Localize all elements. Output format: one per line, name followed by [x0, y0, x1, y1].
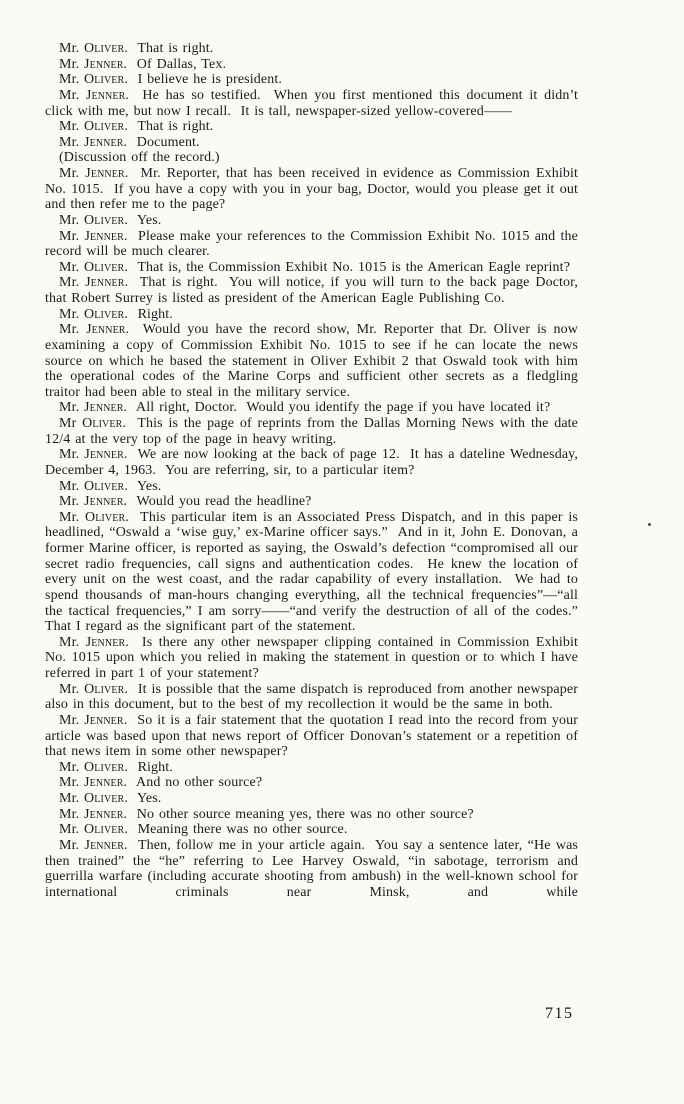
text-run: Mr. [59, 791, 85, 806]
text-run: . Then, follow me in your article again. You say a sentence later, “He was then trained” the “he” referring to Lee Harvey Oswald, “in sabotage, terrorism and guerrilla warfare (including accurate shooting from ambush) in the well-known school for international criminals near Minsk, and while [45, 837, 583, 900]
speaker-name: Jenner [85, 275, 125, 291]
text-run: . Right. [124, 306, 173, 322]
speaker-name: Jenner [84, 775, 124, 791]
speaker-name: Oliver [84, 41, 125, 56]
text-run: . That is right. You will notice, if you will turn to the back page Doctor, that Robert Surrey is listed as president of the American Eagle Publishing Co. [45, 275, 583, 306]
text-run: Mr. [59, 712, 85, 728]
transcript-paragraph [45, 166, 583, 213]
transcript-paragraph [45, 416, 583, 447]
text-run: . This particular item is an Associated Press Dispatch, and in this paper is headlined, “Oswald a ‘wise guy,’ ex-Marine officer says.” And in it, John E. Donovan, a former Marine officer, is reported as saying, the Oswald’s defection “compromised all our secret radio frequencies, call signs and authentication codes. He knew the location of every unit on the west coast, and the radar capability of every installation. We had to spend thousands of man-hours changing everything, all the technical frequencies”—“all the tactical frequencies,” I am sorry——“and verify the destruction of all of the codes.” That I regard as the significant part of the statement. [45, 509, 588, 635]
speaker-name: Oliver [84, 259, 125, 275]
text-run: Mr. [59, 212, 85, 228]
speaker-name: Jenner [84, 806, 124, 822]
text-run: . Would you have the record show, Mr. Reporter that Dr. Oliver is now examining a copy of Commission Exhibit No. 1015 to see if he can locate the news source on which he based the statement in Oliver Exhibit 2 that Oswald took with him the operational codes of the Marine Corps and sufficient other secrets as a fledgling traitor had been able to steal in the military service. [45, 322, 583, 400]
text-run: Mr. [59, 634, 86, 650]
text-run: Mr. [59, 56, 85, 72]
speaker-name: Jenner [84, 228, 124, 244]
text-run: Mr. [59, 87, 86, 103]
text-run: . Right. [124, 759, 173, 775]
transcript-paragraph [45, 494, 578, 510]
text-run: Mr. [59, 494, 85, 510]
text-run: Mr. [59, 134, 85, 150]
transcript-paragraph [45, 509, 588, 635]
speaker-name: Oliver [84, 306, 125, 322]
speaker-name: Jenner [84, 494, 124, 510]
text-run: . That is right. [124, 41, 214, 56]
speaker-name: Jenner [84, 712, 124, 728]
text-run: Mr. [59, 322, 87, 338]
speaker-name: Jenner [85, 87, 126, 103]
speaker-name: Oliver [84, 791, 125, 806]
text-run: Mr. [59, 509, 85, 525]
text-run: Mr. [59, 759, 85, 775]
transcript-paragraph [45, 322, 583, 400]
text-run: . That is right. [124, 119, 214, 135]
speaker-name: Oliver [84, 119, 125, 135]
text-run: Mr. [59, 72, 85, 88]
scan-speck [648, 523, 651, 526]
text-run: . Please make your references to the Commission Exhibit No. 1015 and the record will be much clearer. [45, 228, 583, 260]
transcript-paragraph [45, 837, 583, 901]
text-run: . Yes. [124, 212, 162, 228]
text-run: Mr. [59, 119, 85, 135]
transcript-paragraph [45, 41, 578, 57]
speaker-name: Jenner [84, 837, 125, 853]
text-run: (Discussion off the record.) [59, 150, 220, 166]
transcript-paragraph [45, 275, 583, 306]
speaker-name: Oliver [84, 72, 125, 88]
speaker-name: Oliver [84, 681, 125, 697]
text-run: Mr. [59, 400, 85, 416]
text-run: . I believe he is president. [124, 72, 282, 88]
transcript-paragraph [45, 760, 578, 776]
text-run: Mr. [59, 775, 85, 791]
speaker-name: Jenner [86, 322, 126, 338]
text-run: . Mr. Reporter, that has been received in evidence as Commission Exhibit No. 1015. If you have a copy with you in your bag, Doctor, would you please get it out and then refer me to the page? [45, 166, 583, 213]
transcript-paragraph [45, 228, 583, 260]
transcript-paragraph [45, 213, 578, 229]
speaker-name: Jenner [85, 634, 126, 650]
transcript-paragraph [45, 791, 578, 807]
text-run: . Meaning there was no other source. [124, 822, 348, 838]
text-run: . Yes. [124, 791, 162, 806]
text-run: . So it is a fair statement that the quotation I read into the record from your article was based upon that news report of Officer Donovan’s statement or a repetition of that news item in some other newspaper? [45, 712, 583, 760]
text-run: Mr. [59, 447, 85, 463]
speaker-name: Oliver [84, 759, 125, 775]
text-run: . No other source meaning yes, there was no other source? [123, 806, 474, 822]
speaker-name: Jenner [84, 400, 124, 416]
text-run: . This is the page of reprints from the Dallas Morning News with the date 12/4 at the very top of the page in heavy writing. [45, 416, 583, 447]
transcript-paragraph [45, 119, 578, 135]
text-run: . Would you read the headline? [123, 494, 312, 510]
text-run: Mr. [59, 822, 85, 838]
text-run: . Is there any other newspaper clipping contained in Commission Exhibit No. 1015 upon which you relied in making the statement in question or to which I have referred in part 1 of your statement? [45, 634, 583, 681]
text-run: Mr. [59, 275, 86, 291]
transcript-paragraph [45, 822, 578, 838]
page-number: 715 [545, 1005, 574, 1022]
text-run: . He has so testified. When you first mentioned this document it didn’t click with me, but now I recall. It is tall, newspaper-sized yellow-covered—— [45, 87, 583, 119]
transcript-paragraph [45, 307, 578, 323]
text-run: Mr [59, 416, 83, 431]
speaker-name: Oliver [82, 416, 123, 431]
transcript-paragraph [45, 135, 578, 151]
transcript-paragraph [45, 72, 578, 88]
transcript [45, 41, 588, 900]
transcript-paragraph [45, 681, 583, 713]
text-run: . Of Dallas, Tex. [123, 56, 227, 72]
speaker-name: Oliver [84, 478, 125, 494]
text-run: . Yes. [124, 478, 162, 494]
text-run: . It is possible that the same dispatch is reproduced from another newspaper also in this document, but to the best of my recollection it would be the same in both. [45, 681, 583, 713]
speaker-name: Oliver [84, 212, 125, 228]
text-run: Mr. [59, 837, 85, 853]
transcript-paragraph [45, 479, 578, 495]
text-run: Mr. [59, 259, 85, 275]
text-run: Mr. [59, 41, 85, 56]
transcript-paragraph [45, 150, 578, 166]
speaker-name: Jenner [85, 166, 125, 181]
text-run: Mr. [59, 228, 85, 244]
text-run: . We are now looking at the back of page 12. It has a dateline Wednesday, December 4, 1963. You are referring, sir, to a particular item? [45, 447, 583, 478]
transcript-paragraph [45, 775, 578, 791]
transcript-paragraph [45, 712, 583, 760]
speaker-name: Oliver [84, 822, 125, 838]
text-run: Mr. [59, 681, 85, 697]
transcript-paragraph [45, 87, 583, 119]
text-run: Mr. [59, 166, 86, 181]
text-run: . All right, Doctor. Would you identify the page if you have located it? [123, 400, 551, 416]
text-run: . Document. [123, 134, 200, 150]
transcript-paragraph [45, 447, 583, 478]
text-run: . And no other source? [123, 775, 263, 791]
text-run: Mr. [59, 478, 85, 494]
text-run: Mr. [59, 806, 85, 822]
speaker-name: Jenner [84, 134, 124, 150]
speaker-name: Jenner [84, 447, 124, 463]
text-run: . That is, the Commission Exhibit No. 1015 is the American Eagle reprint? [124, 259, 571, 275]
transcript-paragraph [45, 807, 578, 823]
transcript-paragraph [45, 634, 583, 682]
transcript-paragraph [45, 57, 578, 73]
transcript-paragraph [45, 260, 578, 276]
speaker-name: Jenner [84, 56, 124, 72]
text-run: Mr. [59, 306, 85, 322]
speaker-name: Oliver [84, 509, 126, 525]
transcript-paragraph [45, 400, 578, 416]
